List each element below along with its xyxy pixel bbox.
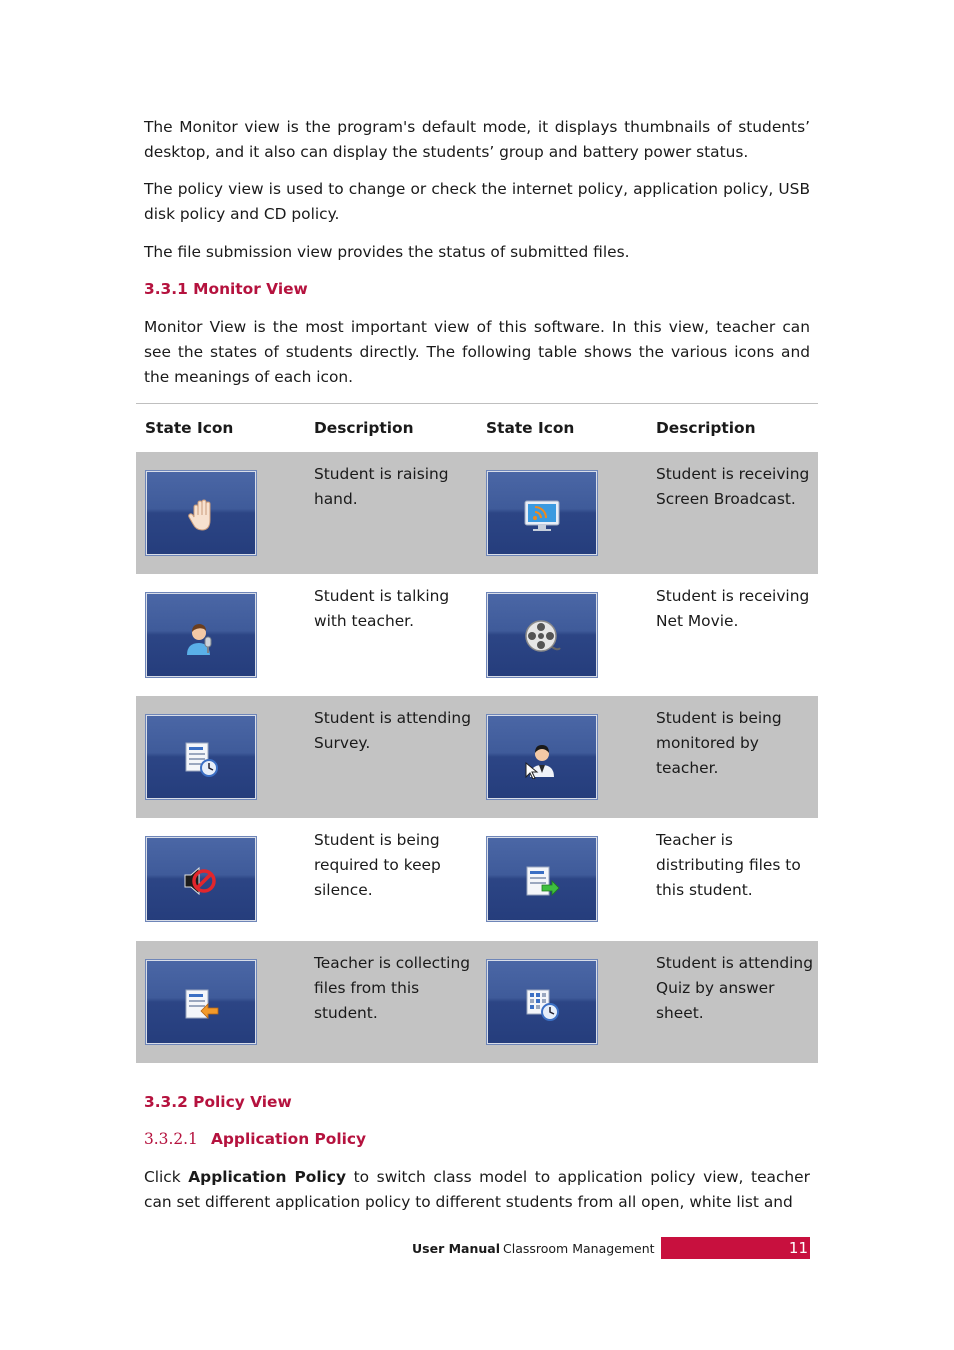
subsection-number: 3.3.2.1 <box>144 1130 198 1148</box>
monitor-user-icon <box>486 714 598 800</box>
intro-paragraph-file-submission: The file submission view provides the status of submitted files. <box>144 243 630 261</box>
state-icon-table <box>136 403 818 1065</box>
paragraph-prefix: Click <box>144 1168 189 1186</box>
page-footer <box>0 1237 954 1261</box>
row-2-left-description: Student is talking with teacher. <box>314 587 450 630</box>
screen-broadcast-icon <box>486 470 598 556</box>
section-heading-policy-view: 3.3.2 Policy View <box>144 1093 292 1111</box>
table-header-row <box>136 404 818 452</box>
section-heading-monitor-view: 3.3.1 Monitor View <box>144 280 308 298</box>
intro-paragraph-policy: The policy view is used to change or check the internet policy, application policy, USB disk policy and CD policy. <box>144 180 810 223</box>
table-header-description-2: Description <box>656 419 756 437</box>
intro-paragraph-monitor: The Monitor view is the program's default mode, it displays thumbnails of students’ desktop, and it also can display the students’ group and battery power status. <box>144 118 810 161</box>
application-policy-paragraph <box>144 1165 810 1215</box>
file-collect-icon <box>145 959 257 1045</box>
footer-title: User Manual <box>412 1241 500 1256</box>
row-5-left-description: Teacher is collecting files from this student. <box>314 954 470 1022</box>
paragraph-bold-term: Application Policy <box>188 1168 347 1186</box>
row-4-right-description: Teacher is distributing files to this student. <box>656 831 801 899</box>
table-row <box>136 696 818 818</box>
table-row <box>136 452 818 574</box>
voice-chat-icon <box>145 592 257 678</box>
table-row <box>136 818 818 940</box>
paragraph-rest: to switch class model to application policy view, teacher can set different application policy to different students from all open, white list and <box>144 1168 810 1211</box>
mute-speaker-icon <box>145 836 257 922</box>
film-reel-icon <box>486 592 598 678</box>
raise-hand-icon <box>145 470 257 556</box>
answer-sheet-clock-icon <box>486 959 598 1045</box>
subsection-title: Application Policy <box>211 1130 367 1148</box>
monitor-view-paragraph: Monitor View is the most important view of this software. In this view, teacher can see the states of students directly. The following table shows the various icons and the meanings of each icon. <box>144 318 810 386</box>
footer-subtitle: Classroom Management <box>503 1241 655 1256</box>
subsection-heading-application-policy <box>144 1127 366 1152</box>
row-1-left-description: Student is raising hand. <box>314 465 449 508</box>
table-header-state-icon-1: State Icon <box>145 419 234 437</box>
table-row <box>136 574 818 696</box>
row-3-right-description: Student is being monitored by teacher. <box>656 709 782 777</box>
row-1-right-description: Student is receiving Screen Broadcast. <box>656 465 810 508</box>
row-4-left-description: Student is being required to keep silence. <box>314 831 441 899</box>
page-number: 11 <box>788 1239 808 1257</box>
row-3-left-description: Student is attending Survey. <box>314 709 471 752</box>
page-number-bar <box>661 1237 810 1259</box>
table-header-state-icon-2: State Icon <box>486 419 575 437</box>
row-2-right-description: Student is receiving Net Movie. <box>656 587 810 630</box>
file-distribute-icon <box>486 836 598 922</box>
table-header-description-1: Description <box>314 419 414 437</box>
survey-clock-icon <box>145 714 257 800</box>
row-5-right-description: Student is attending Quiz by answer sheet. <box>656 954 813 1022</box>
table-row <box>136 941 818 1063</box>
